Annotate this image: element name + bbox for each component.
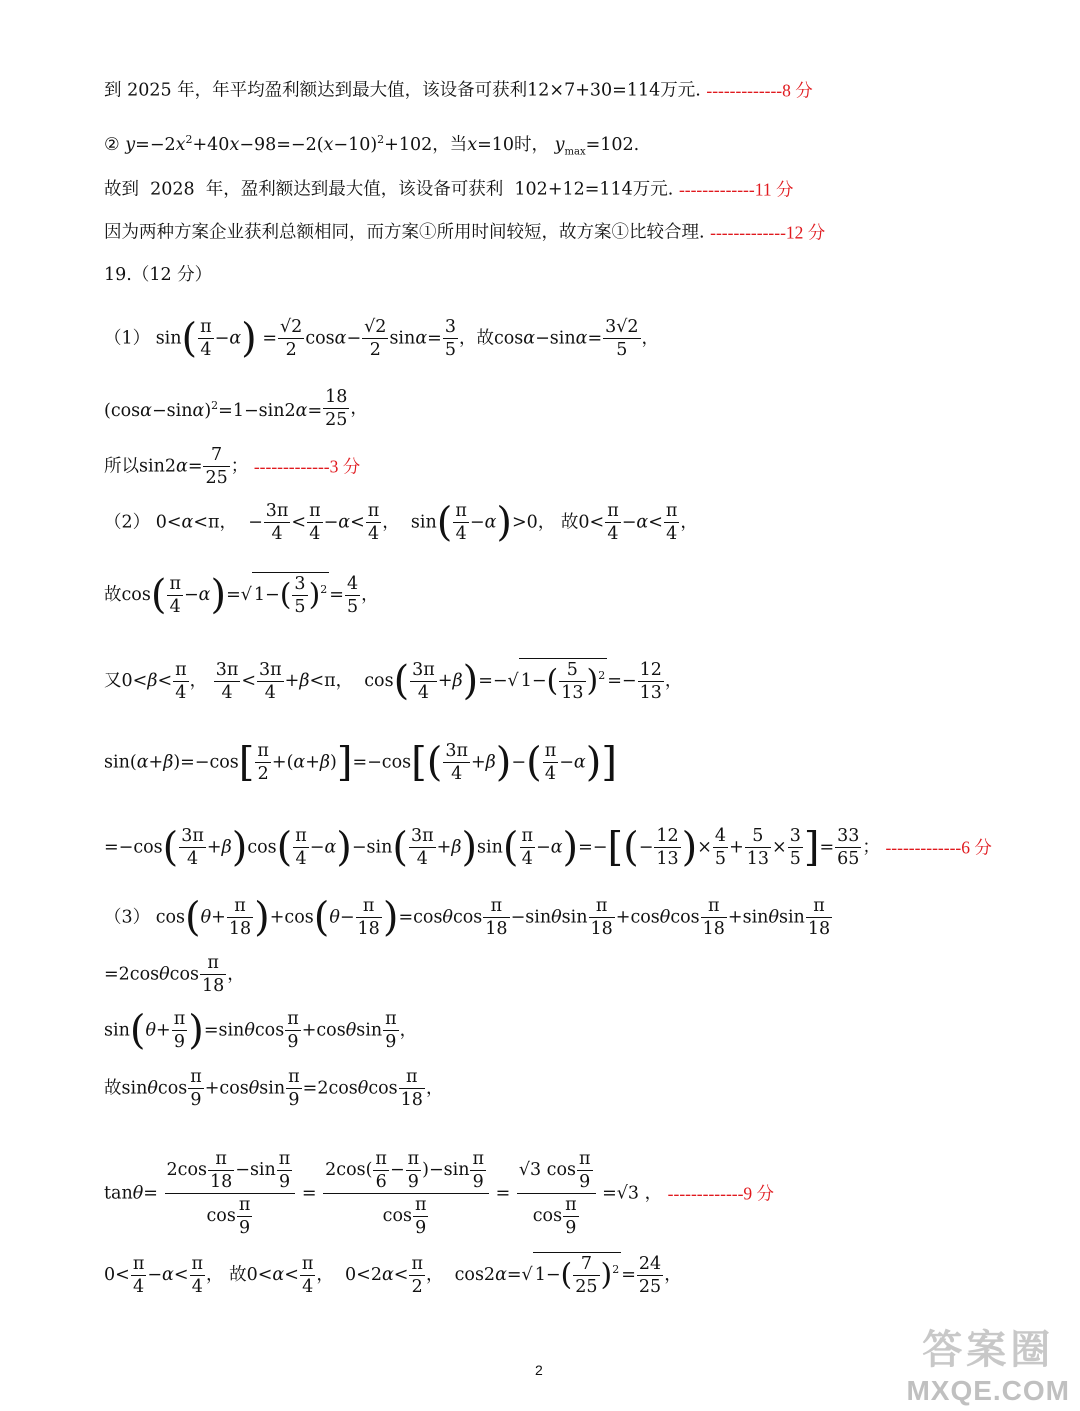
solution-line-13: =−cos( $\frac{3\pi}{4}$ +β)cos( $\frac{\pi}{4}$ −α)−sin( $\frac{3\pi}{4}$ +β)sin( $\frac{\pi}{4}$ −α)=−[(− $\frac{12}{13}$ )× $\frac{4}{5}$ + $\frac{5}{13}$ × $\frac{3}{5}$ ]= $\frac{33}{65}$ ； -------------6 分 — [104, 824, 992, 871]
solution-line-4: 因为两种方案企业获利总额相同，而方案①所用时间较短，故方案①比较合理. -------------12 分 — [104, 222, 826, 243]
score-mark: -------------3 分 — [253, 456, 361, 477]
solution-line-14: （3） cos(θ+ $\frac{\pi}{18}$ )+cos(θ− $\frac{\pi}{18}$ )=cosθcos $\frac{\pi}{18}$ −sinθsin $\frac{\pi}{18}$ +cosθcos $\frac{\pi}{18}$ +sinθsin $\frac{\pi}{18}$ — [104, 894, 831, 941]
solution-line-12: sin(α+β)=−cos[ $\frac{\pi}{2}$ +(α+β)]=−cos[( $\frac{3\pi}{4}$ +β)−( $\frac{\pi}{4}$ −α)] — [104, 739, 617, 786]
solution-line-19: 0< $\frac{\pi}{4}$ −α< $\frac{\pi}{4}$ ， 故0<α< $\frac{\pi}{4}$ ， 0<2α< $\frac{\pi}{2}$ ， cos2α=√ 1−( $\frac{7}{25}$ )$^2$ = $\frac{24}{25}$ ， — [104, 1253, 682, 1297]
solution-line-8: 所以sin2α= $\frac{7}{25}$ ； -------------3 分 — [104, 445, 361, 488]
solution-line-2: ② $y=-2x^2+40x-98=-2(x-10)^2+102$，当x=10时， $y_{max}=102$. — [104, 133, 640, 158]
solution-line-17: 故sinθcos $\frac{\pi}{9}$ +cosθsin $\frac{\pi}{9}$ =2cosθcos $\frac{\pi}{18}$ ， — [104, 1067, 444, 1110]
page-number: 2 — [535, 1362, 543, 1378]
score-mark: -------------6 分 — [885, 837, 992, 858]
solution-line-3: 故到 2028 年，盈利额达到最大值，该设备可获利 102+12=114万元. -------------11 分 — [104, 179, 794, 200]
solution-line-11: 又0<β< $\frac{\pi}{4}$ ， $\frac{3\pi}{4}$ < $\frac{3\pi}{4}$ +β<π， cos( $\frac{3\pi}{4}$ +β)=−√ 1−( $\frac{5}{13}$ )$^2$ =− $\frac{12}{13}$ ， — [104, 658, 683, 704]
solution-line-7: $(\cos\alpha-\sin\alpha)^2=1-\sin 2\alpha=$ $\frac{18}{25}$ ， — [104, 387, 368, 430]
solution-line-9: （2） 0<α<π， − $\frac{3\pi}{4}$ < $\frac{\pi}{4}$ −α< $\frac{\pi}{4}$ ， sin( $\frac{\pi}{4}$ −α)>0， 故0< $\frac{\pi}{4}$ −α< $\frac{\pi}{4}$ ， — [104, 499, 698, 546]
solution-line-6: （1） sin( $\frac{\pi}{4}$ −α) = $\frac{√2}{2}$ cosα− $\frac{√2}{2}$ sinα= $\frac{3}{5}$ ，故cosα−sinα= $\frac{3√2}{5}$ ， — [104, 315, 660, 362]
score-mark: -------------12 分 — [710, 222, 826, 243]
solution-line-10: 故cos( $\frac{\pi}{4}$ −α)=√ 1−( $\frac{3}{5}$ )$^2$ = $\frac{4}{5}$ ， — [104, 572, 379, 618]
score-mark: -------------8 分 — [706, 80, 813, 101]
solution-line-15: =2cosθcos $\frac{\pi}{18}$ ， — [104, 953, 245, 996]
score-mark: -------------9 分 — [667, 1183, 775, 1204]
solution-line-1: 到 2025 年，年平均盈利额达到最大值，该设备可获利12×7+30=114万元. -------------8 分 — [104, 80, 813, 101]
watermark-logo: 答案圈 MXQE.COM — [906, 1328, 1070, 1406]
solution-line-16: sin(θ+ $\frac{\pi}{9}$ )=sinθcos $\frac{\pi}{9}$ +cosθsin $\frac{\pi}{9}$ ， — [104, 1007, 418, 1054]
problem-number: 19.（12 分） — [104, 265, 213, 285]
solution-line-18: tanθ= 2cos $\frac{\pi}{18}$ −sin $\frac{\pi}{9}$ cos $\frac{\pi}{9}$ = 2cos( $\frac{\pi}{6}$ − $\frac{\pi}{9}$ )−sin $\frac{\pi}{9}$ cos $\frac{\pi}{9}$ = √3 cos $\frac{\pi}{9}$ cos $\frac{\pi}{9}$ =√3 ， -------------9 分 — [104, 1149, 775, 1238]
score-mark: -------------11 分 — [678, 179, 794, 200]
